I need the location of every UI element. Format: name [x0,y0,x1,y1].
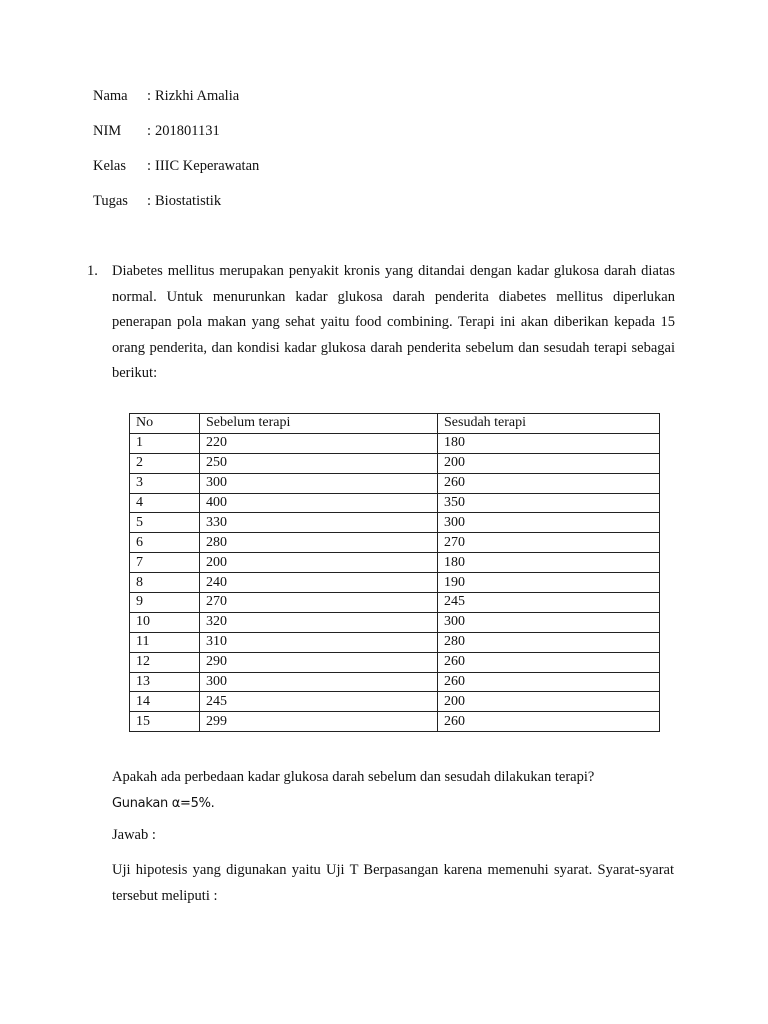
header-sebelum: Sebelum terapi [200,414,438,434]
info-kelas [93,156,259,176]
nama-value: Rizkhi Amalia [155,88,240,104]
cell-sesudah: 350 [438,493,660,513]
table-row [130,632,660,652]
cell-sebelum: 299 [200,712,438,732]
question-text: Diabetes mellitus merupakan penyakit kronis yang ditandai dengan kadar glukosa darah diatas normal. Untuk menurunkan kadar glukosa darah penderita diabetes mellitus diperlukan penerapan pola makan yang sehat yaitu food combining. Terapi ini akan diberikan kepada 15 orang penderita, dan kondisi kadar glukosa darah penderita sebelum dan sesudah terapi sebagai berikut: [112,263,675,381]
cell-sesudah: 260 [438,672,660,692]
cell-sesudah: 270 [438,533,660,553]
cell-sebelum: 245 [200,692,438,712]
info-nim [93,121,220,141]
cell-no: 12 [130,652,200,672]
table-row [130,453,660,473]
table-row [130,493,660,513]
cell-no: 1 [130,433,200,453]
alpha-line: Gunakan α=5%. [112,795,215,811]
table-row [130,672,660,692]
cell-sebelum: 300 [200,672,438,692]
cell-sesudah: 280 [438,632,660,652]
glucose-table [129,413,660,732]
separator: : [147,158,152,174]
cell-no: 4 [130,493,200,513]
kelas-value: IIIC Keperawatan [155,158,260,174]
info-nama [93,86,239,106]
table-row [130,652,660,672]
cell-sesudah: 260 [438,473,660,493]
cell-no: 5 [130,513,200,533]
cell-sesudah: 300 [438,612,660,632]
table-row [130,473,660,493]
cell-no: 11 [130,632,200,652]
answer-label: Jawab : [112,827,156,843]
cell-sebelum: 270 [200,593,438,613]
table-row [130,573,660,593]
separator: : [147,88,152,104]
table-row [130,513,660,533]
cell-sebelum: 290 [200,652,438,672]
nama-label: Nama [93,88,128,104]
table-row [130,553,660,573]
cell-no: 2 [130,453,200,473]
cell-sebelum: 330 [200,513,438,533]
kelas-label: Kelas [93,158,127,174]
table-row [130,593,660,613]
table-body [130,433,660,731]
cell-sesudah: 180 [438,553,660,573]
cell-no: 3 [130,473,200,493]
answer-text: Uji hipotesis yang digunakan yaitu Uji T Berpasangan karena memenuhi syarat. Syarat-syarat tersebut meliputi : [112,862,674,904]
cell-no: 8 [130,573,200,593]
cell-sebelum: 220 [200,433,438,453]
cell-sebelum: 250 [200,453,438,473]
table-row [130,533,660,553]
cell-sesudah: 260 [438,652,660,672]
cell-no: 9 [130,593,200,613]
table-row [130,692,660,712]
question-prompt [112,765,674,816]
table-row [130,612,660,632]
table-row [130,712,660,732]
cell-no: 14 [130,692,200,712]
cell-no: 15 [130,712,200,732]
cell-sesudah: 245 [438,593,660,613]
question-1 [87,259,675,387]
question-prompt-line1: Apakah ada perbedaan kadar glukosa darah sebelum dan sesudah dilakukan terapi? [112,769,595,785]
cell-sebelum: 320 [200,612,438,632]
question-number: 1. [87,263,98,279]
nim-value: 201801131 [155,123,220,139]
cell-sesudah: 300 [438,513,660,533]
header-sesudah: Sesudah terapi [438,414,660,434]
separator: : [147,193,152,209]
separator: : [147,123,152,139]
info-tugas [93,191,221,211]
tugas-value: Biostatistik [155,193,222,209]
cell-sebelum: 400 [200,493,438,513]
cell-sesudah: 180 [438,433,660,453]
cell-no: 7 [130,553,200,573]
cell-sebelum: 300 [200,473,438,493]
cell-sebelum: 200 [200,553,438,573]
cell-no: 10 [130,612,200,632]
table-row [130,433,660,453]
cell-sebelum: 240 [200,573,438,593]
cell-no: 13 [130,672,200,692]
nim-label: NIM [93,123,122,139]
cell-sebelum: 280 [200,533,438,553]
cell-sesudah: 190 [438,573,660,593]
cell-sebelum: 310 [200,632,438,652]
table-header-row [130,414,660,434]
header-no: No [130,414,200,434]
tugas-label: Tugas [93,193,128,209]
cell-sesudah: 200 [438,453,660,473]
cell-sesudah: 200 [438,692,660,712]
cell-sesudah: 260 [438,712,660,732]
cell-no: 6 [130,533,200,553]
